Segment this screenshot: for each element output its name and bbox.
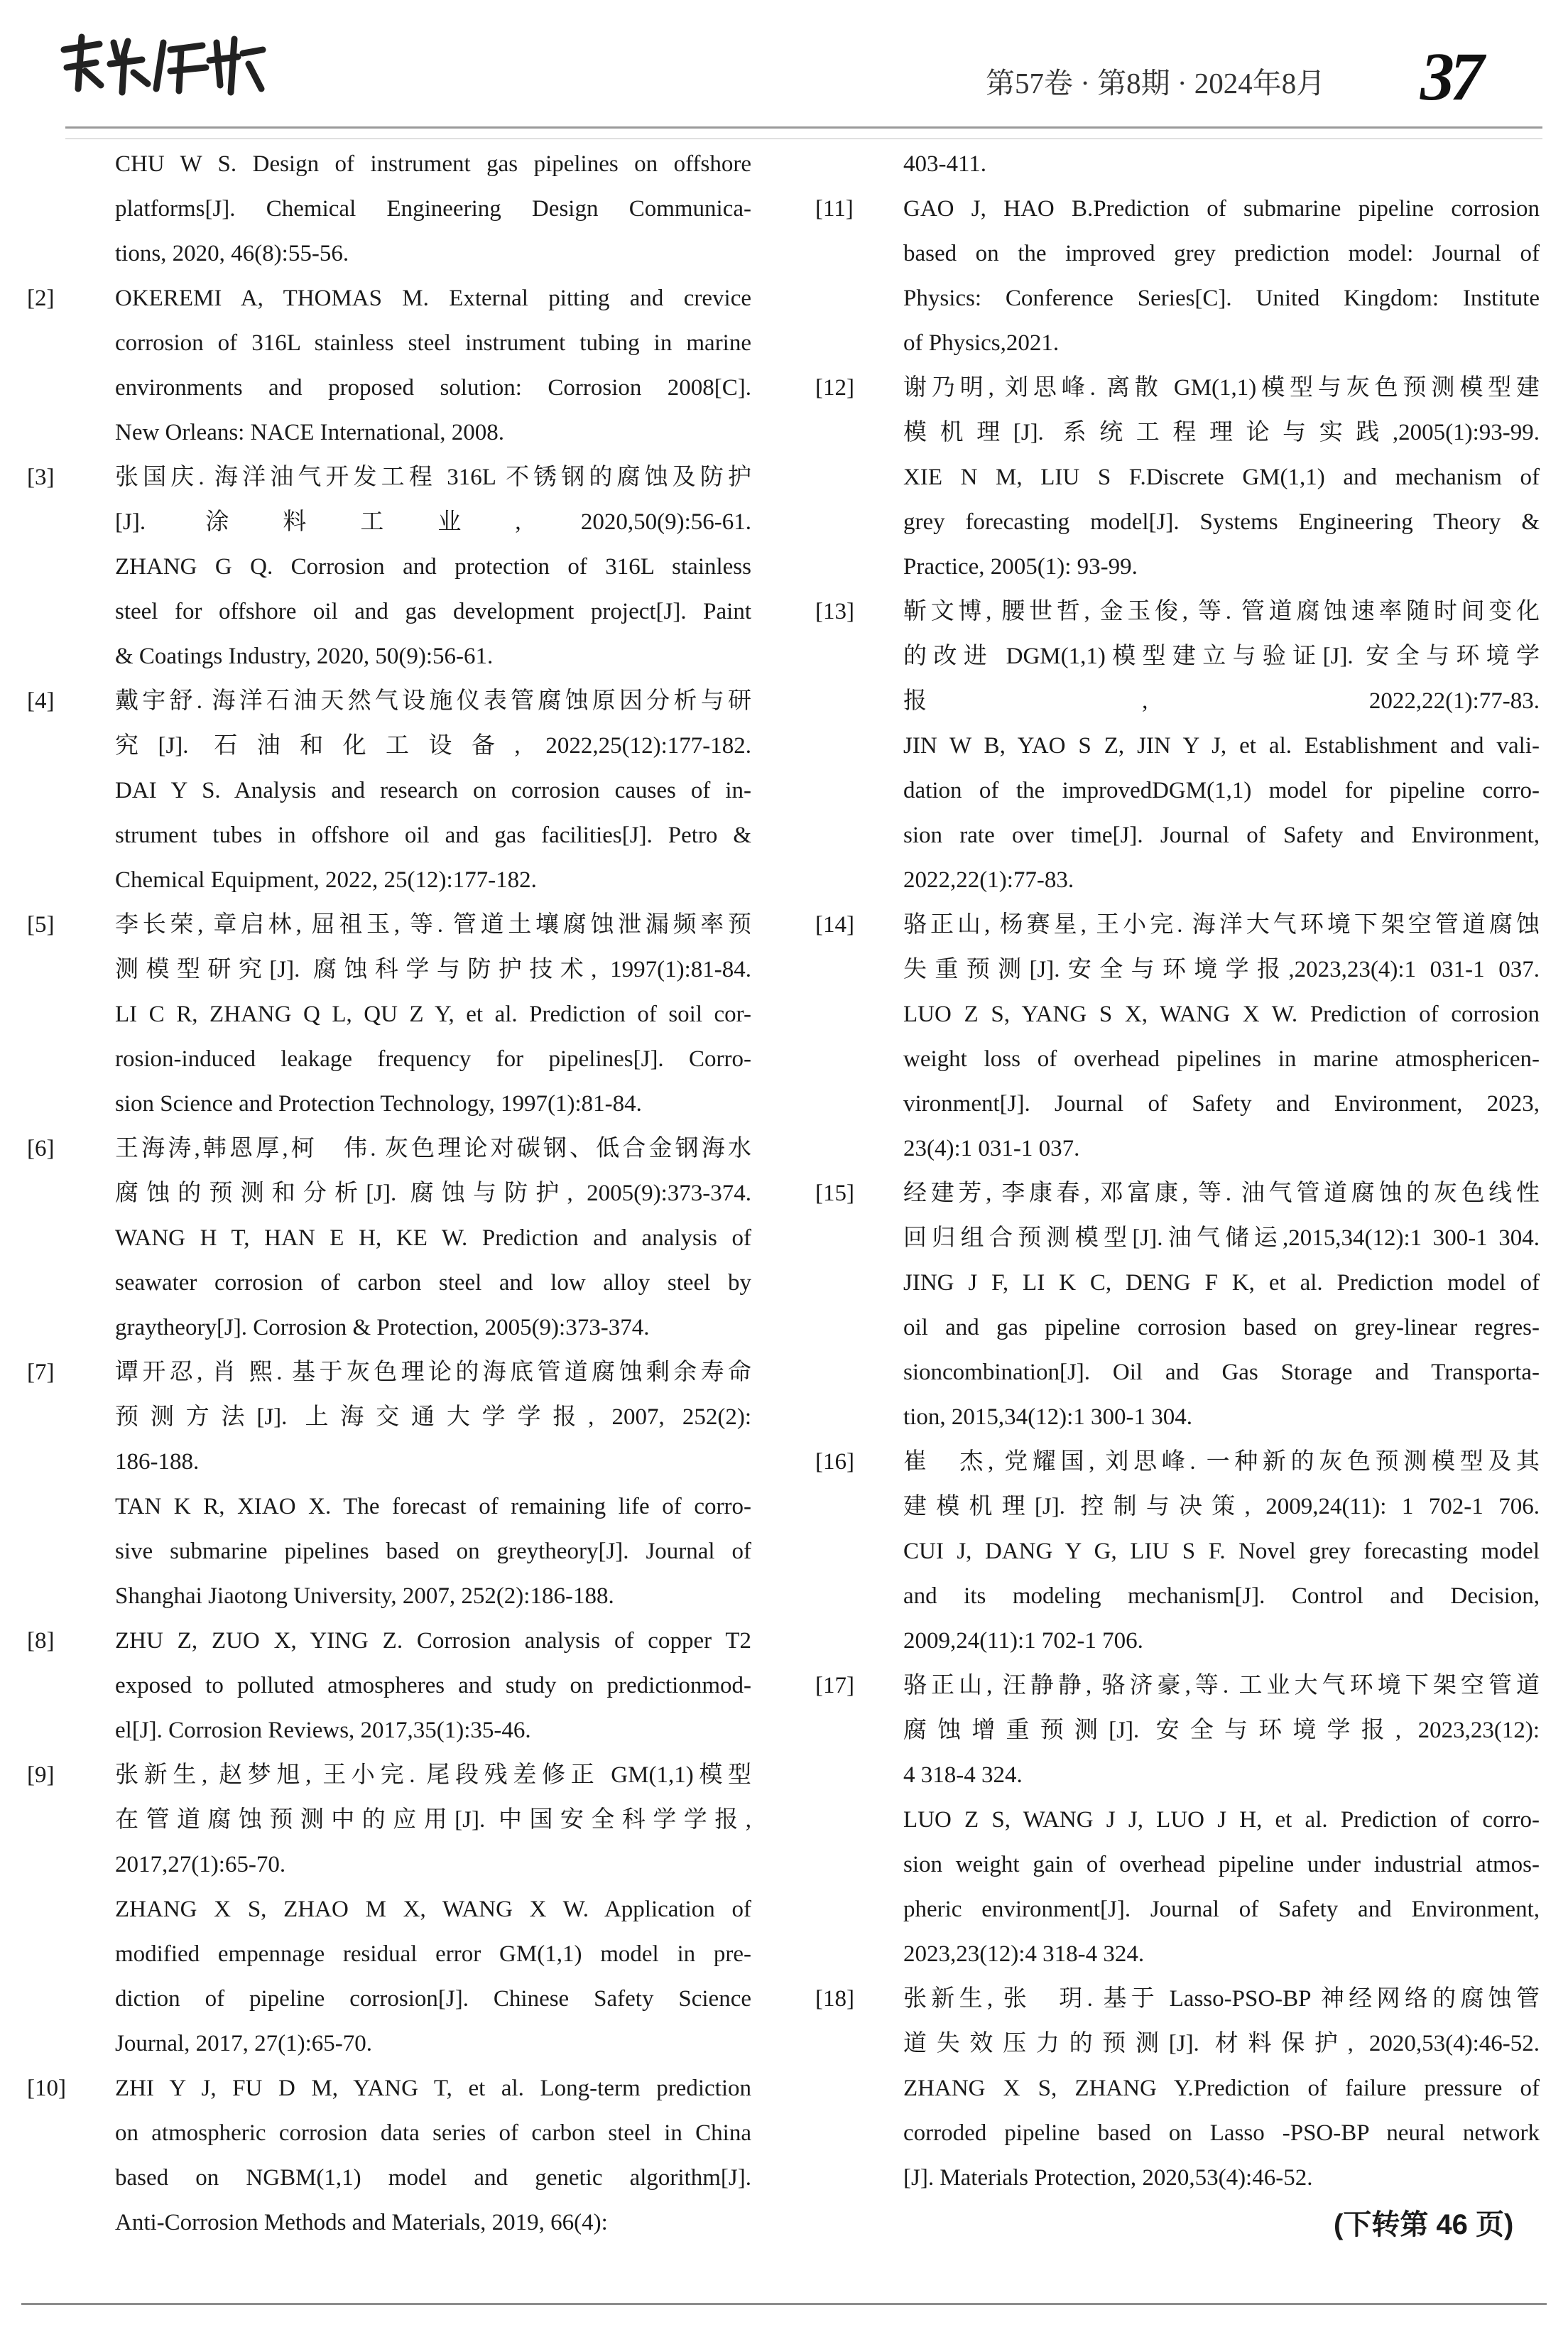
reference-text: 腐蚀增重预测[J]. 安全与环境学报, 2023,23(12): [903, 1718, 1540, 1743]
reference-entry [20, 455, 751, 679]
reference-text: JIN W B, YAO S Z, JIN Y J, et al. Establishment and vali- [903, 733, 1540, 759]
reference-line [808, 903, 1540, 948]
reference-line [808, 1529, 1540, 1574]
reference-line [20, 769, 751, 813]
reference-text: seawater corrosion of carbon steel and low alloy steel by [115, 1270, 751, 1296]
reference-line [20, 1843, 751, 1887]
reference-number: [8] [27, 1628, 55, 1654]
reference-line [808, 2066, 1540, 2111]
journal-logo [57, 28, 270, 99]
reference-text: 张新生, 张 玥. 基于 Lasso-PSO-BP 神经网络的腐蚀管 [903, 1986, 1540, 2012]
reference-text: tion, 2015,34(12):1 300-1 304. [903, 1404, 1192, 1430]
reference-line [20, 948, 751, 992]
reference-entry [20, 2066, 751, 2245]
reference-text: Anti-Corrosion Methods and Materials, 2019, 66(4): [115, 2210, 608, 2235]
reference-line [20, 1216, 751, 1261]
reference-line [20, 500, 751, 545]
reference-text: dation of the improvedDGM(1,1) model for pipeline corro- [903, 778, 1540, 803]
reference-line [20, 187, 751, 232]
reference-line [808, 1082, 1540, 1127]
reference-text: ZHI Y J, FU D M, YANG T, et al. Long-term prediction [115, 2076, 751, 2101]
reference-line [20, 903, 751, 948]
reference-text: GAO J, HAO B.Prediction of submarine pipeline corrosion [903, 196, 1540, 222]
reference-number: [2] [27, 286, 55, 311]
reference-line [808, 1395, 1540, 1440]
reference-text: sive submarine pipelines based on greytheory[J]. Journal of [115, 1539, 751, 1564]
reference-text: [J]. Materials Protection, 2020,53(4):46-52. [903, 2165, 1313, 2191]
reference-line [20, 1529, 751, 1574]
reference-text: 2023,23(12):4 318-4 324. [903, 1941, 1145, 1967]
reference-line [808, 455, 1540, 500]
reference-line [20, 1395, 751, 1440]
reference-entry [20, 276, 751, 455]
reference-line [808, 679, 1540, 724]
reference-text: 戴宇舒. 海洋石油天然气设施仪表管腐蚀原因分析与研 [115, 688, 751, 714]
reference-text: 道失效压力的预测[J]. 材料保护, 2020,53(4):46-52. [903, 2031, 1540, 2056]
reference-entry [808, 366, 1540, 590]
reference-entry [20, 903, 751, 1127]
reference-number: [11] [815, 196, 854, 222]
reference-text: tions, 2020, 46(8):55-56. [115, 241, 349, 266]
reference-line [808, 769, 1540, 813]
reference-line [20, 2156, 751, 2201]
reference-text: 测模型研究[J]. 腐蚀科学与防护技术, 1997(1):81-84. [115, 957, 751, 982]
reference-text: 4 318-4 324. [903, 1762, 1023, 1788]
reference-line [808, 142, 1540, 187]
reference-text: 模机理[J]. 系统工程理论与实践,2005(1):93-99. [903, 420, 1540, 445]
reference-text: corrosion of 316L stainless steel instrument tubing in marine [115, 330, 751, 356]
reference-entry [20, 1127, 751, 1350]
reference-line [20, 1037, 751, 1082]
reference-text: CHU W S. Design of instrument gas pipelines on offshore [115, 151, 751, 177]
reference-line [808, 1171, 1540, 1216]
reference-text: 在管道腐蚀预测中的应用[J]. 中国安全科学学报, [115, 1807, 751, 1833]
reference-line [808, 590, 1540, 634]
reference-text: 23(4):1 031-1 037. [903, 1136, 1080, 1161]
reference-line [808, 545, 1540, 590]
reference-line [808, 1216, 1540, 1261]
reference-text: 2017,27(1):65-70. [115, 1852, 286, 1877]
reference-text: and its modeling mechanism[J]. Control and Decision, [903, 1583, 1540, 1609]
reference-text: DAI Y S. Analysis and research on corrosion causes of in- [115, 778, 751, 803]
reference-number: [12] [815, 375, 854, 401]
journal-logo-graphic [57, 28, 270, 99]
reference-text: XIE N M, LIU S F.Discrete GM(1,1) and mechanism of [903, 465, 1540, 490]
reference-line [20, 858, 751, 903]
reference-text: 究[J]. 石油和化工设备, 2022,25(12):177-182. [115, 733, 751, 759]
reference-number: [4] [27, 688, 55, 714]
reference-number: [16] [815, 1449, 854, 1475]
reference-line [20, 366, 751, 411]
reference-number: [10] [27, 2076, 66, 2101]
reference-text: Chemical Equipment, 2022, 25(12):177-182. [115, 867, 537, 893]
reference-entry [808, 590, 1540, 903]
reference-line [808, 1440, 1540, 1485]
continued-notice: (下转第 46 页) [1334, 2209, 1514, 2240]
reference-column-left [20, 142, 751, 2245]
reference-line [808, 1843, 1540, 1887]
reference-line [20, 1350, 751, 1395]
reference-text: 腐蚀的预测和分析[J]. 腐蚀与防护, 2005(9):373-374. [115, 1181, 751, 1206]
reference-text: TAN K R, XIAO X. The forecast of remaining life of corro- [115, 1494, 751, 1519]
reference-entry [808, 1664, 1540, 1977]
reference-line [808, 1887, 1540, 1932]
reference-number: [3] [27, 465, 55, 490]
reference-line [20, 1440, 751, 1485]
reference-line [20, 813, 751, 858]
reference-text: 谢乃明, 刘思峰. 离散 GM(1,1)模型与灰色预测模型建 [903, 375, 1540, 401]
reference-text: 回归组合预测模型[J].油气储运,2015,34(12):1 300-1 304. [903, 1225, 1540, 1251]
reference-text: sion Science and Protection Technology, 1997(1):81-84. [115, 1091, 642, 1117]
reference-line [20, 232, 751, 276]
reference-line [808, 1350, 1540, 1395]
reference-line [20, 1798, 751, 1843]
reference-text: & Coatings Industry, 2020, 50(9):56-61. [115, 644, 494, 669]
reference-line [808, 321, 1540, 366]
reference-line [20, 2066, 751, 2111]
reference-text: based on NGBM(1,1) model and genetic algorithm[J]. [115, 2165, 751, 2191]
reference-entry [20, 142, 751, 276]
reference-line [808, 1127, 1540, 1171]
reference-line [808, 187, 1540, 232]
reference-text: 403-411. [903, 151, 987, 177]
reference-line [808, 634, 1540, 679]
reference-line [808, 232, 1540, 276]
reference-line [20, 1306, 751, 1350]
reference-text: 靳文博, 腰世哲, 金玉俊, 等. 管道腐蚀速率随时间变化 [903, 599, 1540, 624]
reference-line [20, 1753, 751, 1798]
reference-text: sion rate over time[J]. Journal of Safety and Environment, [903, 823, 1540, 848]
reference-text: [J]. 涂料工业, 2020,50(9):56-61. [115, 509, 751, 535]
reference-text: weight loss of overhead pipelines in marine atmosphericen- [903, 1046, 1540, 1072]
reference-text: 2009,24(11):1 702-1 706. [903, 1628, 1143, 1654]
reference-text: el[J]. Corrosion Reviews, 2017,35(1):35-46. [115, 1718, 531, 1743]
reference-line [20, 142, 751, 187]
reference-text: oil and gas pipeline corrosion based on grey-linear regres- [903, 1315, 1540, 1340]
reference-number: [17] [815, 1673, 854, 1698]
reference-line [808, 1485, 1540, 1529]
reference-line [808, 724, 1540, 769]
reference-line [808, 1753, 1540, 1798]
reference-text: LI C R, ZHANG Q L, QU Z Y, et al. Prediction of soil cor- [115, 1002, 751, 1027]
reference-text: modified empennage residual error GM(1,1) model in pre- [115, 1941, 751, 1967]
reference-line [20, 1574, 751, 1619]
reference-text: Shanghai Jiaotong University, 2007, 252(2):186-188. [115, 1583, 614, 1609]
reference-line [808, 276, 1540, 321]
reference-text: LUO Z S, YANG S X, WANG X W. Prediction of corrosion [903, 1002, 1540, 1027]
reference-number: [9] [27, 1762, 55, 1788]
reference-line [20, 634, 751, 679]
reference-line [808, 1261, 1540, 1306]
reference-number: [7] [27, 1360, 55, 1385]
reference-entry [20, 1753, 751, 2066]
reference-line [808, 948, 1540, 992]
reference-text: 崔 杰, 党耀国, 刘思峰. 一种新的灰色预测模型及其 [903, 1449, 1540, 1475]
reference-line [20, 1887, 751, 1932]
reference-text: Journal, 2017, 27(1):65-70. [115, 2031, 373, 2056]
reference-line [20, 1932, 751, 1977]
footer-rule [21, 2303, 1547, 2308]
reference-text: sioncombination[J]. Oil and Gas Storage and Transporta- [903, 1360, 1540, 1385]
reference-text: 报, 2022,22(1):77-83. [903, 688, 1540, 714]
reference-text: platforms[J]. Chemical Engineering Design Communica- [115, 196, 751, 222]
reference-column-right [808, 142, 1540, 2201]
reference-line [808, 1932, 1540, 1977]
reference-entry [20, 679, 751, 903]
reference-text: on atmospheric corrosion data series of carbon steel in China [115, 2120, 751, 2146]
reference-text: 李长荣, 章启林, 屈祖玉, 等. 管道土壤腐蚀泄漏频率预 [115, 912, 751, 938]
reference-text: 186-188. [115, 1449, 200, 1475]
reference-entry [808, 1171, 1540, 1440]
reference-text: 建模机理[J]. 控制与决策, 2009,24(11): 1 702-1 706. [903, 1494, 1540, 1519]
reference-text: ZHANG X S, ZHANG Y.Prediction of failure pressure of [903, 2076, 1540, 2101]
reference-text: grey forecasting model[J]. Systems Engineering Theory & [903, 509, 1540, 535]
reference-entry [808, 142, 1540, 187]
reference-number: [6] [27, 1136, 55, 1161]
reference-text: New Orleans: NACE International, 2008. [115, 420, 505, 445]
reference-line [20, 1127, 751, 1171]
reference-line [808, 992, 1540, 1037]
reference-text: steel for offshore oil and gas development project[J]. Paint [115, 599, 751, 624]
reference-text: 2022,22(1):77-83. [903, 867, 1074, 893]
reference-text: Practice, 2005(1): 93-99. [903, 554, 1138, 580]
reference-text: ZHU Z, ZUO X, YING Z. Corrosion analysis of copper T2 [115, 1628, 751, 1654]
reference-line [808, 1619, 1540, 1664]
reference-line [20, 2201, 751, 2245]
reference-line [808, 2156, 1540, 2201]
reference-text: strument tubes in offshore oil and gas facilities[J]. Petro & [115, 823, 751, 848]
reference-number: [15] [815, 1181, 854, 1206]
reference-line [20, 724, 751, 769]
reference-text: JING J F, LI K C, DENG F K, et al. Prediction model of [903, 1270, 1540, 1296]
reference-line [808, 2022, 1540, 2066]
reference-entry [808, 1977, 1540, 2201]
reference-text: pheric environment[J]. Journal of Safety and Environment, [903, 1897, 1540, 1922]
reference-text: 失重预测[J].安全与环境学报,2023,23(4):1 031-1 037. [903, 957, 1540, 982]
reference-line [808, 1798, 1540, 1843]
reference-line [808, 366, 1540, 411]
reference-text: vironment[J]. Journal of Safety and Environment, 2023, [903, 1091, 1540, 1117]
reference-line [808, 1708, 1540, 1753]
reference-line [808, 1037, 1540, 1082]
reference-number: [13] [815, 599, 854, 624]
page-number: 37 [1420, 38, 1480, 114]
reference-line [20, 276, 751, 321]
reference-line [20, 1171, 751, 1216]
reference-line [20, 1664, 751, 1708]
reference-text: 预测方法[J]. 上海交通大学学报, 2007, 252(2): [115, 1404, 751, 1430]
reference-text: WANG H T, HAN E H, KE W. Prediction and analysis of [115, 1225, 751, 1251]
header-rule [65, 126, 1542, 139]
reference-line [808, 1664, 1540, 1708]
reference-line [20, 1485, 751, 1529]
reference-text: CUI J, DANG Y G, LIU S F. Novel grey forecasting model [903, 1539, 1540, 1564]
reference-line [20, 455, 751, 500]
reference-number: [18] [815, 1986, 854, 2012]
reference-text: rosion-induced leakage frequency for pipelines[J]. Corro- [115, 1046, 751, 1072]
reference-number: [14] [815, 912, 854, 938]
reference-line [20, 1261, 751, 1306]
reference-text: 骆正山, 杨赛星, 王小完. 海洋大气环境下架空管道腐蚀 [903, 912, 1540, 938]
reference-line [20, 1082, 751, 1127]
reference-line [808, 1306, 1540, 1350]
reference-line [20, 2022, 751, 2066]
reference-text: ZHANG X S, ZHAO M X, WANG X W. Application of [115, 1897, 751, 1922]
reference-text: exposed to polluted atmospheres and study on predictionmod- [115, 1673, 751, 1698]
reference-line [808, 2111, 1540, 2156]
reference-line [20, 590, 751, 634]
reference-entry [20, 1619, 751, 1753]
reference-text: 王海涛,韩恩厚,柯 伟. 灰色理论对碳钢、低合金钢海水 [115, 1136, 751, 1161]
reference-line [808, 411, 1540, 455]
reference-text: 张国庆. 海洋油气开发工程 316L 不锈钢的腐蚀及防护 [115, 465, 751, 490]
reference-text: corroded pipeline based on Lasso -PSO-BP neural network [903, 2120, 1540, 2146]
reference-line [20, 992, 751, 1037]
reference-line [20, 1619, 751, 1664]
issue-info: 第57卷 · 第8期 · 2024年8月 [986, 67, 1326, 99]
reference-entry [20, 1350, 751, 1619]
reference-text: 骆正山, 汪静静, 骆济豪,等. 工业大气环境下架空管道 [903, 1673, 1540, 1698]
reference-entry [808, 903, 1540, 1171]
reference-line [808, 1574, 1540, 1619]
reference-line [808, 813, 1540, 858]
reference-text: environments and proposed solution: Corrosion 2008[C]. [115, 375, 751, 401]
reference-number: [5] [27, 912, 55, 938]
reference-text: based on the improved grey prediction model: Journal of [903, 241, 1540, 266]
reference-text: graytheory[J]. Corrosion & Protection, 2005(9):373-374. [115, 1315, 650, 1340]
reference-text: 谭开忍, 肖 熙. 基于灰色理论的海底管道腐蚀剩余寿命 [115, 1360, 751, 1385]
reference-line [20, 1708, 751, 1753]
reference-text: 经建芳, 李康春, 邓富康, 等. 油气管道腐蚀的灰色线性 [903, 1181, 1540, 1206]
reference-text: ZHANG G Q. Corrosion and protection of 316L stainless [115, 554, 751, 580]
reference-line [808, 858, 1540, 903]
reference-text: Physics: Conference Series[C]. United Kingdom: Institute [903, 286, 1540, 311]
reference-text: 张新生, 赵梦旭, 王小完. 尾段残差修正 GM(1,1)模型 [115, 1762, 751, 1788]
reference-line [808, 1977, 1540, 2022]
reference-text: diction of pipeline corrosion[J]. Chinese Safety Science [115, 1986, 751, 2012]
reference-text: sion weight gain of overhead pipeline under industrial atmos- [903, 1852, 1540, 1877]
reference-line [20, 411, 751, 455]
reference-line [808, 500, 1540, 545]
reference-entry [808, 1440, 1540, 1664]
reference-line [20, 1977, 751, 2022]
reference-text: OKEREMI A, THOMAS M. External pitting and crevice [115, 286, 751, 311]
reference-line [20, 679, 751, 724]
reference-text: of Physics,2021. [903, 330, 1060, 356]
reference-entry [808, 187, 1540, 366]
reference-line [20, 545, 751, 590]
reference-text: LUO Z S, WANG J J, LUO J H, et al. Prediction of corro- [903, 1807, 1540, 1833]
reference-text: 的改进 DGM(1,1)模型建立与验证[J]. 安全与环境学 [903, 644, 1540, 669]
reference-line [20, 321, 751, 366]
reference-line [20, 2111, 751, 2156]
